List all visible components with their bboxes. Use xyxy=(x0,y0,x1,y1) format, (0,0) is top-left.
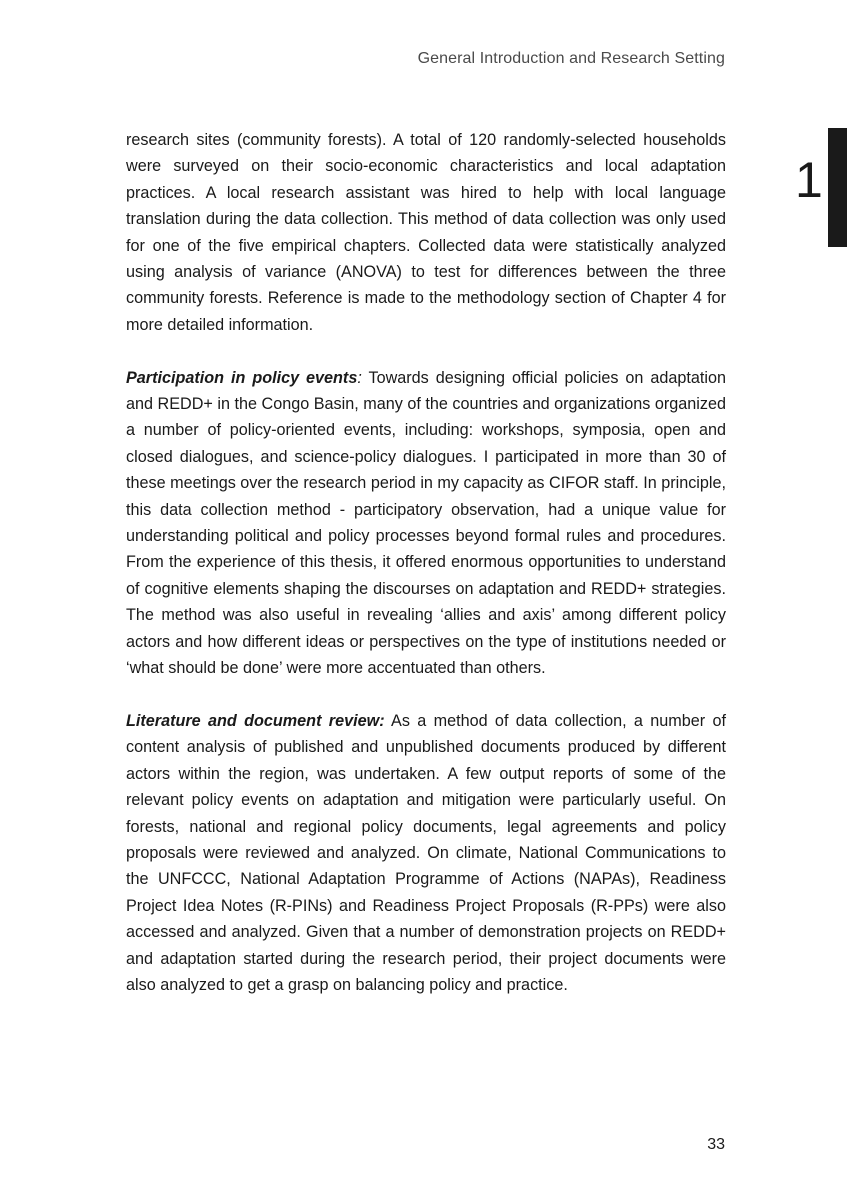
paragraph-research-sites xyxy=(126,127,726,338)
paragraph-literature-review xyxy=(126,708,726,998)
paragraph-lead-policy-events: Participation in policy events xyxy=(126,368,358,387)
body-text xyxy=(126,127,726,1025)
page-number: 33 xyxy=(707,1136,725,1153)
running-header: General Introduction and Research Setting xyxy=(417,50,725,67)
paragraph-text: research sites (community forests). A total of 120 randomly-selected households were surveyed on their socio-economic characteristics and local adaptation practices. A local research assistant was hired to help with local language translation during the data collection. This method of data collection was only used for one of the five empirical chapters. Collected data were statistically analyzed using analysis of variance (ANOVA) to test for differences between the three community forests. Reference is made to the methodology section of Chapter 4 for more detailed information. xyxy=(126,131,726,334)
paragraph-text: As a method of data collection, a number of content analysis of published and unpublished documents produced by different actors within the region, was undertaken. A few output reports of some of the relevant policy events on adaptation and mitigation were particularly useful. On forests, national and regional policy documents, legal agreements and policy proposals were reviewed and analyzed. On climate, National Communications to the UNFCCC, National Adaptation Programme of Actions (NAPAs), Readiness Project Idea Notes (R-PINs) and Readiness Project Proposals (R-PPs) were also accessed and analyzed. Given that a number of demonstration projects on REDD+ and adaptation started during the research period, their project documents were also analyzed to get a grasp on balancing policy and practice. xyxy=(126,711,726,994)
chapter-number: 1 xyxy=(795,152,823,208)
paragraph-lead-punctuation: : xyxy=(357,368,362,387)
paragraph-text: Towards designing official policies on adaptation and REDD+ in the Congo Basin, many of the countries and organizations organized a number of policy-oriented events, including: workshops, symposia, open and closed dialogues, and science-policy dialogues. I participated in more than 30 of these meetings over the research period in my capacity as CIFOR staff. In principle, this data collection method - participatory observation, had a unique value for understanding political and policy processes beyond formal rules and procedures. From the experience of this thesis, it offered enormous opportunities to understand of cognitive elements shaping the discourses on adaptation and REDD+ strategies. The method was also useful in revealing ‘allies and axis’ among different policy actors and how different ideas or perspectives on the type of institutions needed or ‘what should be done’ were more accentuated than others. xyxy=(126,368,726,678)
paragraph-policy-events xyxy=(126,365,726,682)
chapter-tab-marker xyxy=(828,128,847,247)
paragraph-lead-literature-review: Literature and document review: xyxy=(126,711,385,730)
